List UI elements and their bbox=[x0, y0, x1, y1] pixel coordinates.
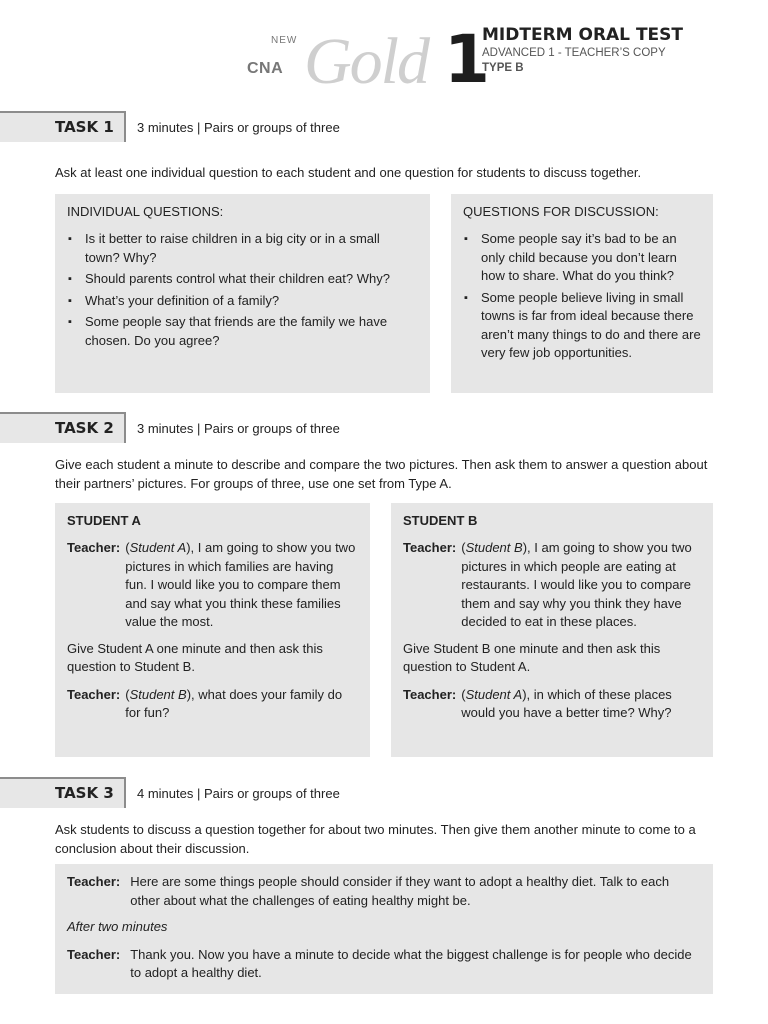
student-a-give-instruction: Give Student A one minute and then ask this question to Student B. bbox=[67, 640, 323, 674]
teacher-label: Teacher: bbox=[403, 686, 457, 702]
task3-instructions: Ask students to discuss a question together for about two minutes. Then give them another minute to come to a conclusion about their discussion. bbox=[55, 822, 696, 856]
teacher-line-text: , I am going to show you two pictures in which families are having fun. I would like you to compare them and say what you think these families value the most. bbox=[125, 540, 356, 629]
student-b-title: STUDENT B bbox=[403, 513, 478, 528]
student-a-title: STUDENT A bbox=[67, 513, 141, 528]
logo-cna-text: CNA bbox=[247, 60, 284, 77]
teacher-label: Teacher: bbox=[67, 686, 121, 702]
task3-label: TASK 3 bbox=[55, 784, 114, 802]
student-name: Student A bbox=[129, 540, 187, 555]
teacher-label: Teacher: bbox=[67, 540, 121, 555]
task1-label: TASK 1 bbox=[55, 118, 114, 136]
page-title: MIDTERM ORAL TEST bbox=[482, 25, 683, 45]
list-item: ▪ Some people believe living in small towns is far from ideal because there aren’t many things to do and there are very few job opportunities. bbox=[463, 289, 701, 363]
discussion-questions-title: QUESTIONS FOR DISCUSSION: bbox=[463, 204, 659, 219]
task1-instructions: Ask at least one individual question to each student and one question for students to discuss together. bbox=[55, 165, 642, 180]
logo-new-text: NEW bbox=[271, 35, 298, 46]
list-item: ▪ Should parents control what their children eat? Why? bbox=[67, 270, 418, 289]
teacher-line-text: , in which of these places would you have a better time? Why? bbox=[461, 686, 672, 720]
task3-tab bbox=[0, 777, 126, 808]
cna-gold-logo bbox=[244, 21, 490, 110]
task3-dialogue-box bbox=[55, 864, 713, 994]
task2-label: TASK 2 bbox=[55, 419, 114, 437]
test-type: TYPE B bbox=[482, 62, 524, 74]
logo-level-number: 1 bbox=[444, 21, 490, 98]
task1-tab bbox=[0, 111, 126, 142]
logo-gold-text: Gold bbox=[304, 25, 428, 98]
discussion-questions-box bbox=[451, 194, 713, 393]
student-name: Student A bbox=[465, 686, 523, 702]
student-name: Student B bbox=[465, 540, 523, 555]
individual-questions-title: INDIVIDUAL QUESTIONS: bbox=[67, 204, 224, 219]
task3-meta: 4 minutes | Pairs or groups of three bbox=[137, 786, 340, 801]
task2-meta: 3 minutes | Pairs or groups of three bbox=[137, 421, 340, 436]
student-a-teacher-line-2: Teacher: (Student B), what does your family do for fun? bbox=[67, 686, 358, 723]
student-b-give-instruction: Give Student B one minute and then ask this question to Student A. bbox=[403, 640, 661, 674]
teacher-label: Teacher: bbox=[403, 540, 457, 555]
discussion-questions-list bbox=[463, 230, 701, 363]
task3-after-two-minutes: After two minutes bbox=[67, 919, 168, 934]
student-a-teacher-line-1: Teacher: (Student A), I am going to show you two pictures in which families are having fun. I would like you to compare them and say what you think these families value the most. bbox=[67, 539, 358, 632]
list-item: ▪ Some people say it’s bad to be an only child because you don’t learn how to share. What do you think? bbox=[463, 230, 701, 286]
list-item: ▪ Is it better to raise children in a big city or in a small town? Why? bbox=[67, 230, 418, 267]
page-subtitle: ADVANCED 1 - TEACHER’S COPY bbox=[482, 47, 666, 59]
task2-tab bbox=[0, 412, 126, 443]
individual-questions-list bbox=[67, 230, 418, 350]
student-b-box bbox=[391, 503, 713, 757]
teacher-label: Teacher: bbox=[67, 874, 121, 889]
task2-instructions: Give each student a minute to describe and compare the two pictures. Then ask them to answer a question about their partners’ pictures. For groups of three, use one set from Type A. bbox=[55, 457, 708, 491]
task1-meta: 3 minutes | Pairs or groups of three bbox=[137, 120, 340, 135]
task3-teacher-line-1 bbox=[67, 873, 701, 910]
teacher-label: Teacher: bbox=[67, 946, 121, 962]
student-a-box bbox=[55, 503, 370, 757]
list-item: ▪ What’s your definition of a family? bbox=[67, 292, 418, 311]
task3-teacher-line-2 bbox=[67, 946, 701, 983]
student-name: Student B bbox=[129, 686, 187, 702]
student-b-teacher-line-1: Teacher: (Student B), I am going to show you two pictures in which people are eating at restaurants. I would like you to compare them and say why you think they have decided to eat in these places. bbox=[403, 539, 701, 632]
student-b-teacher-line-2: Teacher: (Student A), in which of these places would you have a better time? Why? bbox=[403, 686, 701, 723]
teacher-line-text: , I am going to show you two pictures in which people are eating at restaurants. I would like you to compare them and say why you think they have decided to eat in these places. bbox=[461, 540, 692, 629]
teacher-line-text: Here are some things people should consider if they want to adopt a healthy diet. Talk to each other about what the challenges of eating healthy might be. bbox=[130, 874, 670, 908]
list-item: ▪ Some people say that friends are the family we have chosen. Do you agree? bbox=[67, 313, 418, 350]
teacher-line-text: Thank you. Now you have a minute to decide what the biggest challenge is for people who decide to adopt a healthy diet. bbox=[130, 946, 692, 980]
individual-questions-box bbox=[55, 194, 430, 393]
teacher-line-text: , what does your family do for fun? bbox=[125, 686, 343, 720]
